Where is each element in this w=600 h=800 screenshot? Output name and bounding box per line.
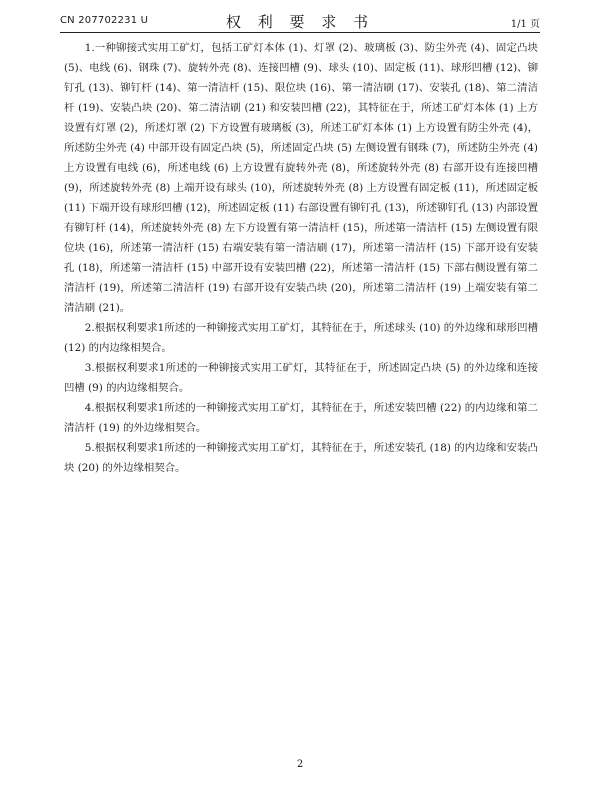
page-indicator: 1/1 页 bbox=[510, 19, 540, 30]
page-number: 2 bbox=[296, 759, 304, 770]
claim-4: 4.根据权利要求1所述的一种铆接式实用工矿灯，其特征在于，所述安装凹槽 (22) 的内边缘和第二清洁杆 (19) 的外边缘相契合。 bbox=[64, 402, 538, 434]
document-title: 权 利 要 求 书 bbox=[225, 13, 375, 31]
claim-1: 1.一种铆接式实用工矿灯，包括工矿灯本体 (1)、灯罩 (2)、玻璃板 (3)、防尘外壳 (4)、固定凸块 (5)、电线 (6)、钢珠 (7)、旋转外壳 (8)、连接凹槽 (9)、球头 (10)、固定板 (11)、球形凹槽 (12)、铆钉孔 (13)、铆钉杆 (14)、第一清洁杆 (15)、限位块 (16)、第一清洁刷 (17)、安装孔 (18)、第二清洁杆 (19)、安装凸块 (20)、第二清洁刷 (21) 和安装凹槽 (22)，其特征在于，所述工矿灯本体 (1) 上方设置有灯罩 (2)，所述灯罩 (2) 下方设置有玻璃板 (3)，所述工矿灯本体 (1) 上方设置有防尘外壳 (4)，所述防尘外壳 (4) 中部开设有固定凸块 (5)，所述固定凸块 (5) 左侧设置有钢珠 (7)，所述防尘外壳 (4) 上方设置有电线 (6)，所述电线 (6) 上方设置有旋转外壳 (8)，所述旋转外壳 (8) 右部开设有连接凹槽 (9)，所述旋转外壳 (8) 上端开设有球头 (10)，所述旋转外壳 (8) 上方设置有固定板 (11)，所述固定板 (11) 下端开设有球形凹槽 (12)，所述固定板 (11) 右部设置有铆钉孔 (13)，所述铆钉孔 (13) 内部设置有铆钉杆 (14)，所述旋转外壳 (8) 左下方设置有第一清洁杆 (15)，所述第一清洁杆 (15) 左侧设置有限位块 (16)，所述第一清洁杆 (15) 右端安装有第一清洁刷 (17)，所述第一清洁杆 (15) 下部开设有安装孔 (18)，所述第一清洁杆 (15) 中部开设有安装凹槽 (22)，所述第一清洁杆 (15) 下部右侧设置有第二清洁杆 (19)，所述第二清洁杆 (19) 右部开设有安装凸块 (20)，所述第二清洁杆 (19) 上端安装有第二清洁刷 (21)。 bbox=[64, 42, 538, 314]
claims-section bbox=[64, 38, 538, 478]
claim-2: 2.根据权利要求1所述的一种铆接式实用工矿灯，其特征在于，所述球头 (10) 的外边缘和球形凹槽 (12) 的内边缘相契合。 bbox=[64, 322, 538, 354]
header-divider bbox=[60, 32, 540, 33]
claim-5: 5.根据权利要求1所述的一种铆接式实用工矿灯，其特征在于，所述安装孔 (18) 的内边缘和安装凸块 (20) 的外边缘相契合。 bbox=[64, 442, 538, 474]
document-number: CN 207702231 U bbox=[60, 15, 149, 26]
claim-3: 3.根据权利要求1所述的一种铆接式实用工矿灯，其特征在于，所述固定凸块 (5) 的外边缘和连接凹槽 (9) 的内边缘相契合。 bbox=[64, 362, 538, 394]
